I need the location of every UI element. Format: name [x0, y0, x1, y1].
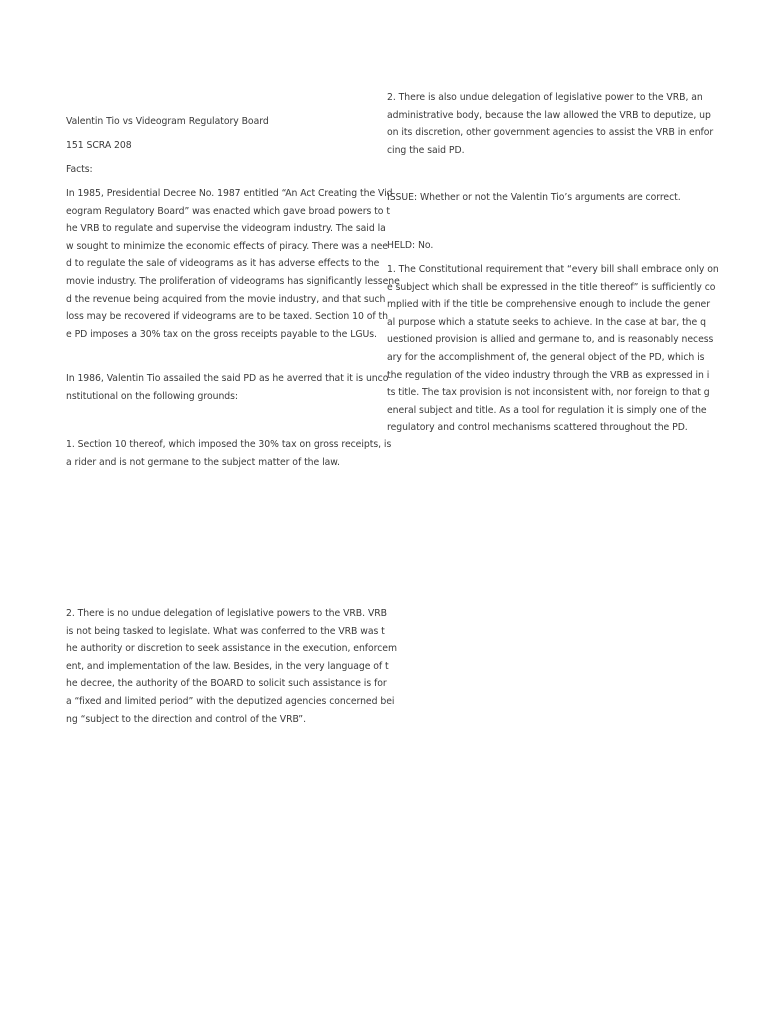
issue-statement: ISSUE: Whether or not the Valentin Tio’s arguments are correct. [387, 192, 681, 203]
facts-paragraph [66, 185, 400, 343]
text-line: nstitutional on the following grounds: [66, 390, 239, 402]
text-line: he VRB to regulate and supervise the videogram industry. The said la [66, 223, 386, 235]
text-line: he authority or discretion to seek assistance in the execution, enforcem [66, 643, 397, 655]
text-line: al purpose which a statute seeks to achieve. In the case at bar, the q [387, 316, 706, 328]
text-line: 1. Section 10 thereof, which imposed the 30% tax on gross receipts, is [66, 439, 392, 450]
text-line: eogram Regulatory Board” was enacted which gave broad powers to t [66, 205, 390, 217]
text-line: In 1985, Presidential Decree No. 1987 entitled “An Act Creating the Vid [66, 188, 393, 199]
text-line: ts title. The tax provision is not inconsistent with, nor foreign to that g [387, 387, 710, 399]
text-line: 1. The Constitutional requirement that “every bill shall embrace only on [387, 264, 719, 275]
case-citation: 151 SCRA 208 [66, 140, 132, 151]
text-line: eneral subject and title. As a tool for regulation it is simply one of the [387, 404, 707, 416]
ground-2-paragraph [387, 89, 714, 159]
text-line: w sought to minimize the economic effects of piracy. There was a nee [66, 240, 388, 252]
text-line: ary for the accomplishment of, the general object of the PD, which is [387, 351, 705, 363]
text-line: ng “subject to the direction and control of the VRB”. [66, 713, 306, 725]
case-title: Valentin Tio vs Videogram Regulatory Board [66, 116, 269, 127]
held-label: HELD: No. [387, 240, 434, 251]
text-line: regulatory and control mechanisms scattered throughout the PD. [387, 422, 688, 434]
held-1-paragraph [387, 261, 719, 437]
ground-1-paragraph [66, 436, 392, 471]
text-line: movie industry. The proliferation of videograms has significantly lessene [66, 275, 400, 287]
text-line: e PD imposes a 30% tax on the gross receipts payable to the LGUs. [66, 328, 377, 340]
text-line: administrative body, because the law allowed the VRB to deputize, up [387, 109, 711, 121]
text-line: 2. There is also undue delegation of legislative power to the VRB, an [387, 92, 703, 103]
text-line: a “fixed and limited period” with the deputized agencies concerned bei [66, 695, 395, 707]
text-line: a rider and is not germane to the subject matter of the law. [66, 456, 340, 468]
text-line: the regulation of the video industry through the VRB as expressed in i [387, 369, 710, 381]
text-line: is not being tasked to legislate. What was conferred to the VRB was t [66, 625, 385, 637]
text-line: cing the said PD. [387, 144, 465, 156]
text-line: d to regulate the sale of videograms as it has adverse effects to the [66, 258, 380, 270]
text-line: mplied with if the title be comprehensive enough to include the gener [387, 299, 710, 311]
text-line: loss may be recovered if videograms are to be taxed. Section 10 of th [66, 311, 388, 323]
facts-label: Facts: [66, 164, 93, 175]
text-line: In 1986, Valentin Tio assailed the said PD as he averred that it is unco [66, 373, 389, 384]
text-line: e subject which shall be expressed in the title thereof” is sufficiently co [387, 281, 716, 293]
text-line: uestioned provision is allied and germane to, and is reasonably necess [387, 334, 714, 346]
text-line: ent, and implementation of the law. Besides, in the very language of t [66, 660, 389, 672]
text-line: 2. There is no undue delegation of legislative powers to the VRB. VRB [66, 608, 387, 619]
text-line: he decree, the authority of the BOARD to solicit such assistance is for [66, 678, 387, 690]
assail-paragraph [66, 370, 389, 405]
text-line: on its discretion, other government agencies to assist the VRB in enfor [387, 127, 714, 139]
held-2-paragraph [66, 605, 397, 728]
text-line: d the revenue being acquired from the movie industry, and that such [66, 293, 386, 305]
